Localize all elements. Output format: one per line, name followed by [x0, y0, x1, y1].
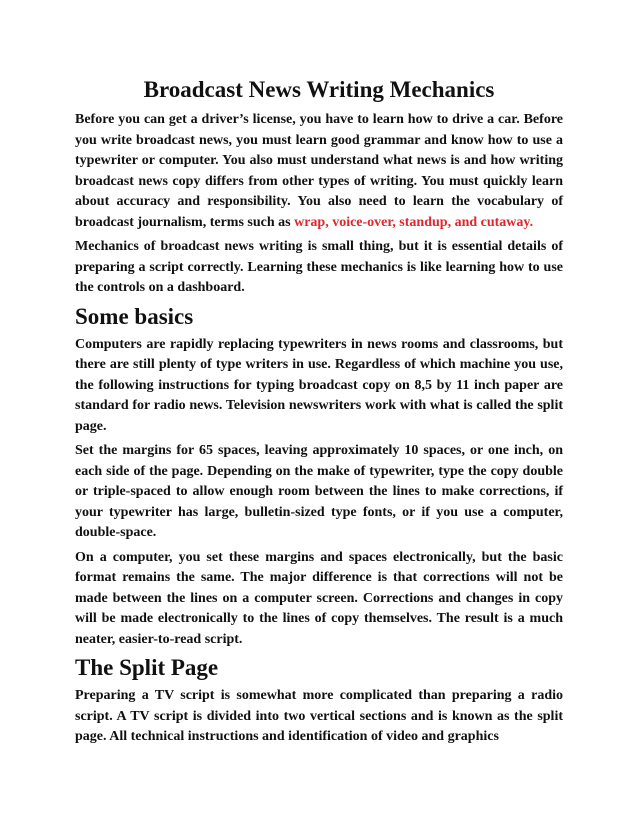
- document-title: Broadcast News Writing Mechanics: [143, 77, 495, 102]
- document-page: [75, 76, 563, 752]
- section-heading-some-basics: Some basics: [75, 303, 194, 329]
- intro-paragraph-text: Before you can get a driver’s license, you have to learn how to drive a car. Before you write broadcast news, you must learn good grammar and know how to use a typewriter or computer. You also must understand what news is and how writing broadcast news copy differs from other types of writing. You must quickly learn about accuracy and responsibility. You also need to learn the vocabulary of broadcast journalism, terms such as: [75, 112, 563, 230]
- section-heading-split-page: The Split Page: [75, 655, 219, 680]
- margins-paragraph: Set the margins for 65 spaces, leaving approximately 10 spaces, or one inch, on each side of the page. Depending on the make of typewriter, type the copy double or triple-spaced to allow enough room between the lines to make corrections, if your typewriter has large, bulletin-sized type fonts, or if you use a computer, double-space.: [75, 443, 563, 540]
- mechanics-paragraph: Mechanics of broadcast news writing is small thing, but it is essential details of preparing a script correctly. Learning these mechanics is like learning how to use the controls on a dashboard.: [75, 239, 563, 295]
- tv-script-paragraph: Preparing a TV script is somewhat more complicated than preparing a radio script. A TV script is divided into two vertical sections and is known as the split page. All technical instructions and identification of video and graphics: [75, 688, 563, 744]
- computers-paragraph: Computers are rapidly replacing typewriters in news rooms and classrooms, but there are still plenty of type writers in use. Regardless of which machine you use, the following instructions for typing broadcast copy on 8,5 by 11 inch paper are standard for radio news. Television newswriters work with what is called the split page.: [75, 336, 563, 434]
- highlighted-terms: wrap, voice-over, standup, and cutaway.: [294, 214, 534, 230]
- computer-format-paragraph: On a computer, you set these margins and spaces electronically, but the basic format remains the same. The major difference is that corrections will not be made between the lines on a computer screen. Corrections and changes in copy will be made electronically to the lines of copy themselves. The result is a much neater, easier-to-read script.: [75, 549, 563, 647]
- intro-paragraph: [75, 110, 563, 233]
